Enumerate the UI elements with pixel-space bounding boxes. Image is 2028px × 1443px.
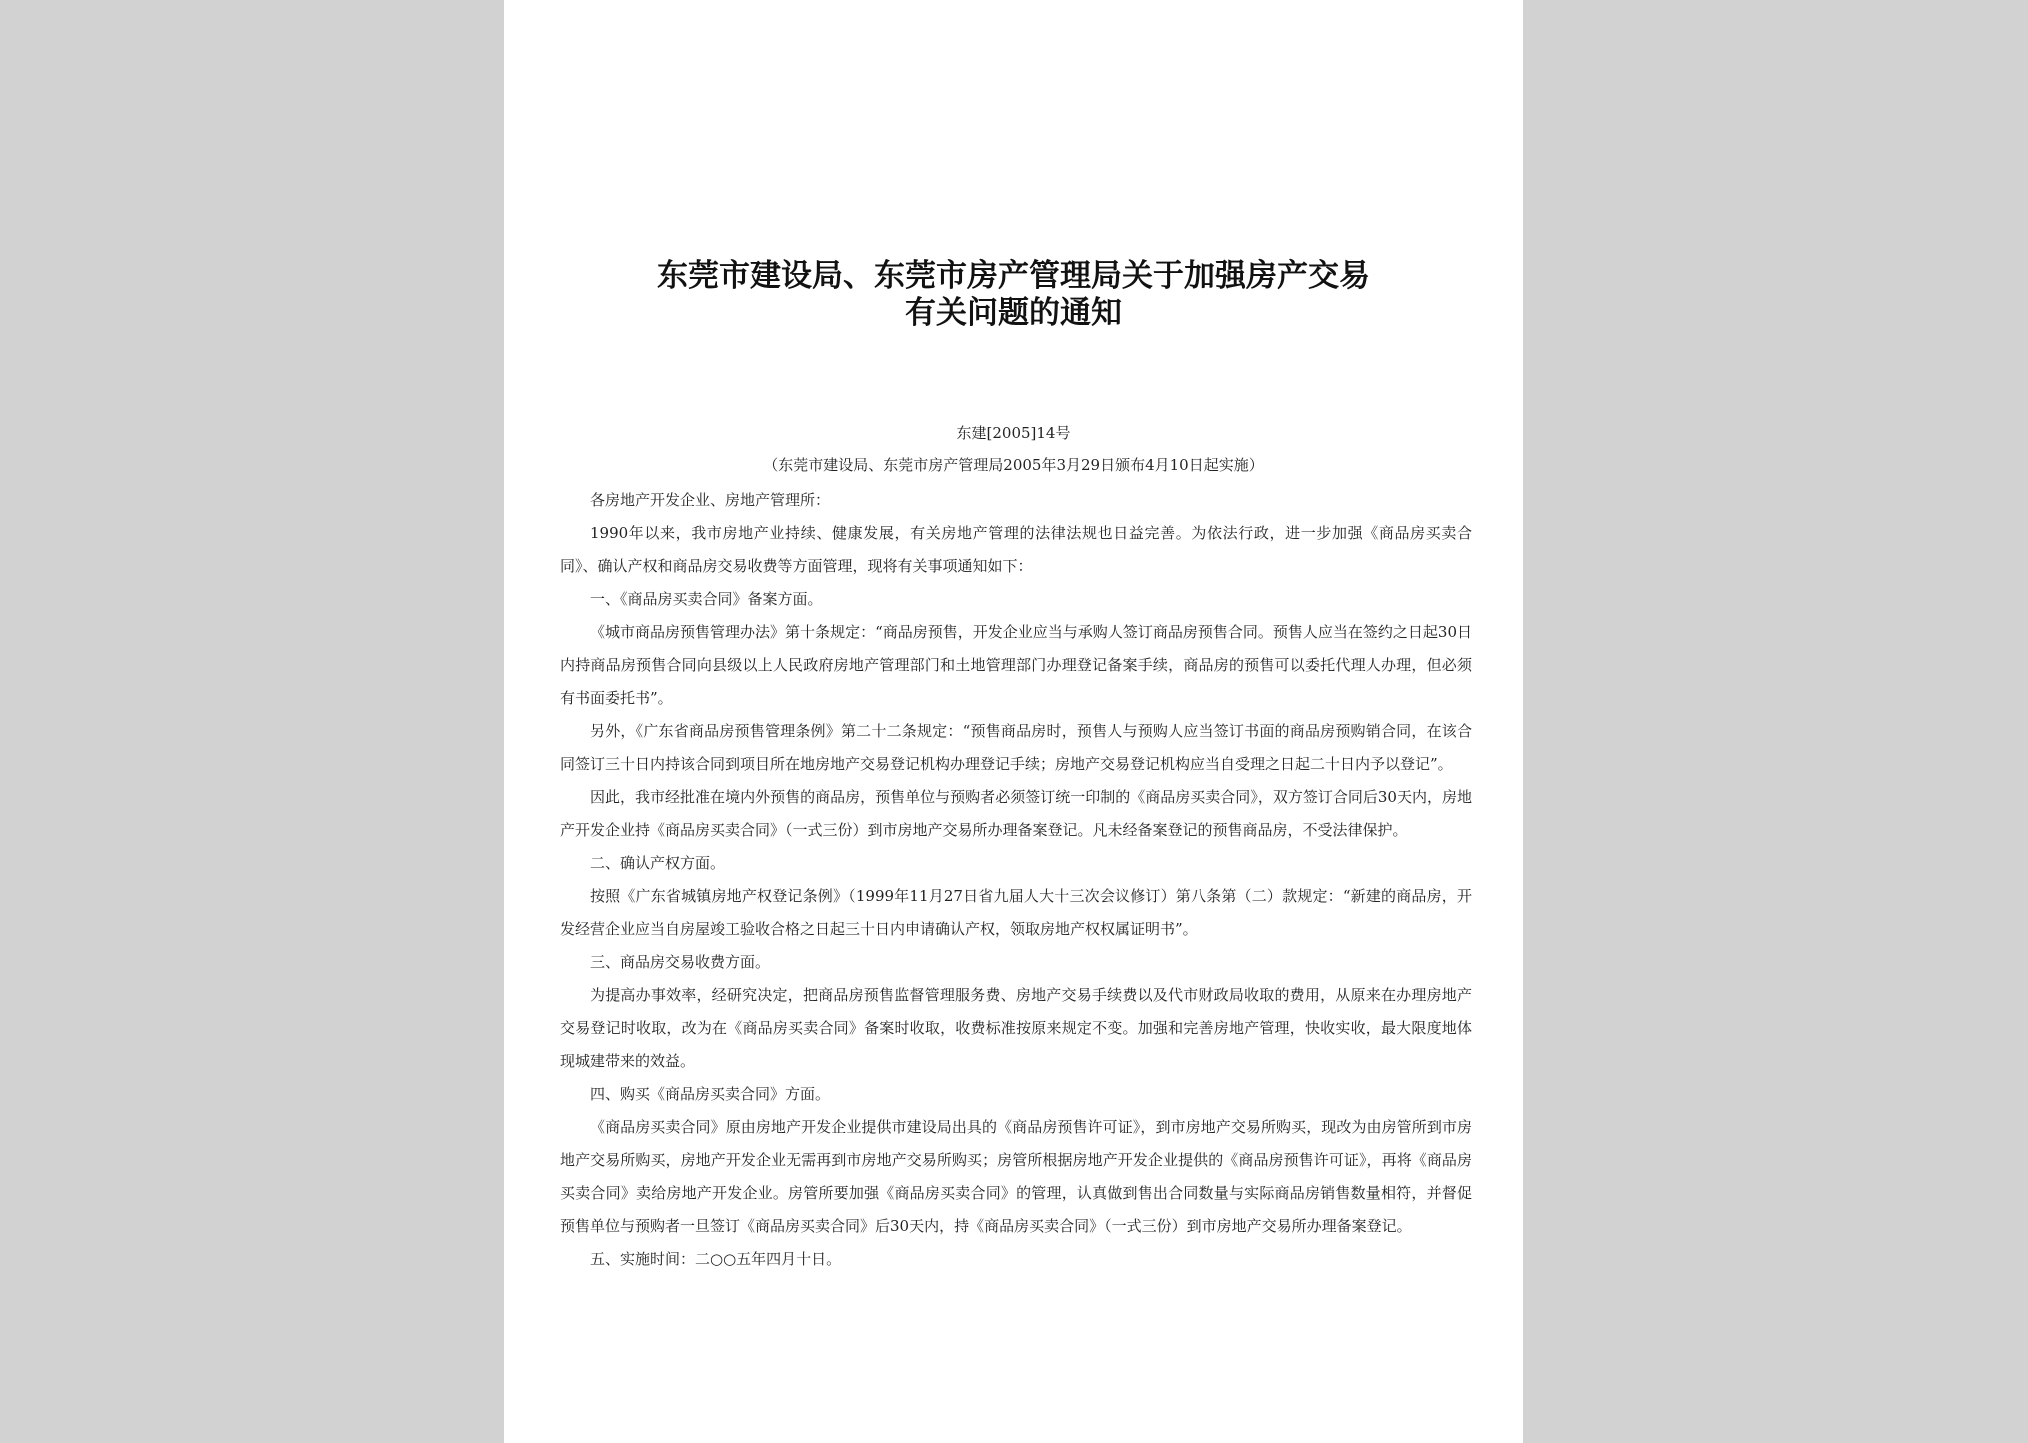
title-line-2: 有关问题的通知 (905, 295, 1122, 331)
paragraph: 按照《广东省城镇房地产权登记条例》（1999年11月27日省九届人大十三次会议修订）第八条第（二）款规定：“新建的商品房，开发经营企业应当自房屋竣工验收合格之日起三十日内申请确认产权，领取房地产权权属证明书”。 (560, 887, 1472, 938)
paragraph: 另外，《广东省商品房预售管理条例》第二十二条规定：“预售商品房时，预售人与预购人应当签订书面的商品房预购销合同，在该合同签订三十日内持该合同到项目所在地房地产交易登记机构办理登记手续；房地产交易登记机构应当自受理之日起二十日内予以登记”。 (560, 722, 1472, 773)
paragraph-addressee: 各房地产开发企业、房地产管理所： (590, 491, 831, 509)
document-title (504, 258, 1523, 332)
paragraph: 《商品房买卖合同》原由房地产开发企业提供市建设局出具的《商品房预售许可证》，到市房地产交易所购买，现改为由房管所到市房地产交易所购买，房地产开发企业无需再到市房地产交易所购买；房管所根据房地产开发企业提供的《商品房预售许可证》，再将《商品房买卖合同》卖给房地产开发企业。房管所要加强《商品房买卖合同》的管理，认真做到售出合同数量与实际商品房销售数量相符，并督促预售单位与预购者一旦签订《商品房买卖合同》后30天内，持《商品房买卖合同》（一式三份）到市房地产交易所办理备案登记。 (560, 1118, 1472, 1235)
title-line-1: 东莞市建设局、东莞市房产管理局关于加强房产交易 (657, 258, 1370, 294)
paragraph: 1990年以来，我市房地产业持续、健康发展，有关房地产管理的法律法规也日益完善。为依法行政，进一步加强《商品房买卖合同》、确认产权和商品房交易收费等方面管理，现将有关事项通知如下： (560, 524, 1472, 575)
section-heading: 三、商品房交易收费方面。 (590, 953, 771, 971)
section-heading: 四、购买《商品房买卖合同》方面。 (590, 1085, 831, 1103)
document-number: 东建[2005]14号 (956, 424, 1071, 442)
section-heading: 二、确认产权方面。 (590, 854, 726, 872)
issue-info: （东莞市建设局、东莞市房产管理局2005年3月29日颁布4月10日起实施） (763, 456, 1264, 474)
document-page (504, 0, 1523, 1443)
paragraph: 为提高办事效率，经研究决定，把商品房预售监督管理服务费、房地产交易手续费以及代市财政局收取的费用，从原来在办理房地产交易登记时收取，改为在《商品房买卖合同》备案时收取，收费标准按原来规定不变。加强和完善房地产管理，快收实收，最大限度地体现城建带来的效益。 (560, 986, 1472, 1070)
section-heading: 五、实施时间：二○○五年四月十日。 (590, 1250, 842, 1268)
section-heading: 一、《商品房买卖合同》备案方面。 (590, 590, 823, 608)
paragraph: 《城市商品房预售管理办法》第十条规定：“商品房预售，开发企业应当与承购人签订商品房预售合同。预售人应当在签约之日起30日内持商品房预售合同向县级以上人民政府房地产管理部门和土地管理部门办理登记备案手续，商品房的预售可以委托代理人办理，但必须有书面委托书”。 (560, 623, 1472, 707)
paragraph: 因此，我市经批准在境内外预售的商品房，预售单位与预购者必须签订统一印制的《商品房买卖合同》，双方签订合同后30天内，房地产开发企业持《商品房买卖合同》（一式三份）到市房地产交易所办理备案登记。凡未经备案登记的预售商品房，不受法律保护。 (560, 788, 1472, 839)
document-body (560, 484, 1472, 1276)
